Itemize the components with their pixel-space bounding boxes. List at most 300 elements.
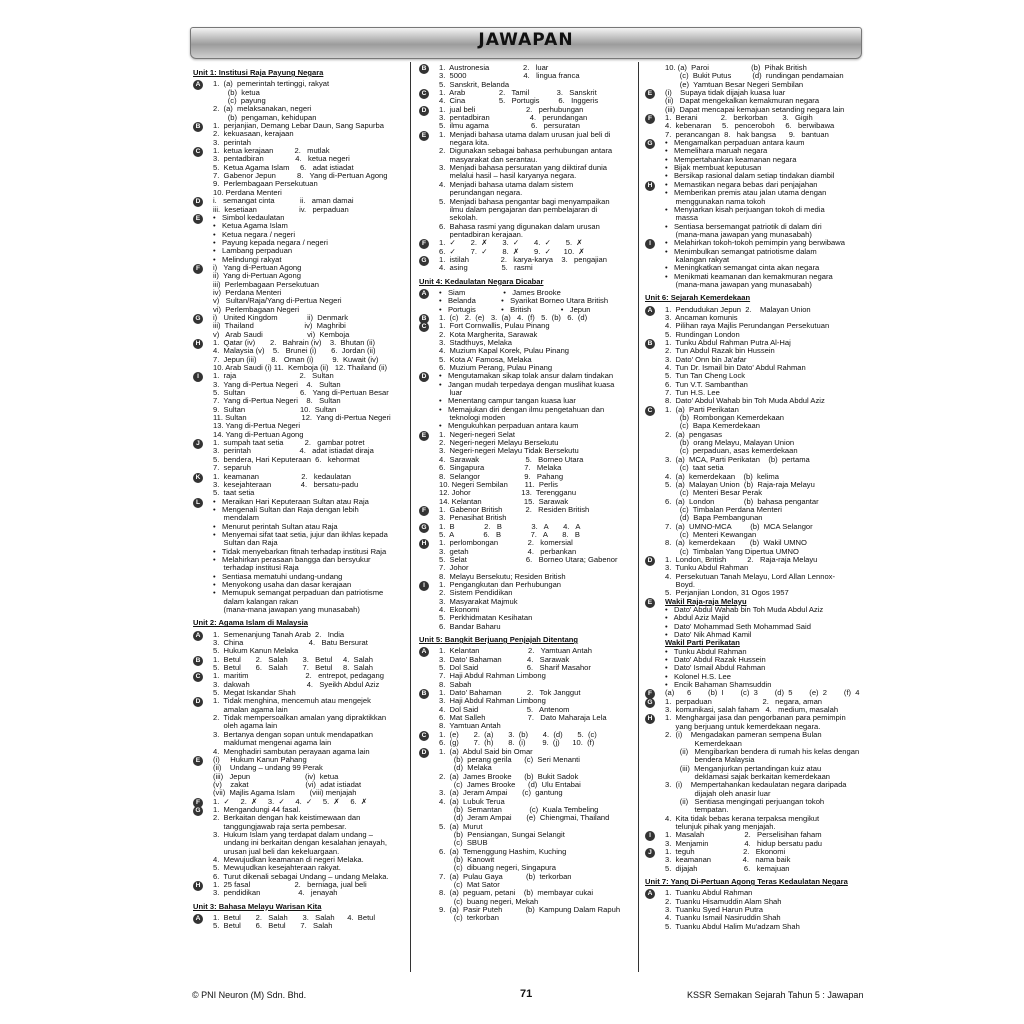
answer-text: 5. Hukum Kanun Melaka [213,646,299,656]
answer-text: 6. Bahasa rasmi yang digunakan dalam urusan [439,221,600,231]
question-marker: G [193,806,203,816]
answer-text: (d) Bapa Pembangunan [665,513,763,523]
answer-text: 2. Tidak mempersoalkan amalan yang dipraktikkan [213,713,387,723]
answer-text: 1. (a) Parti Perikatan [665,404,739,414]
answer-text: 6. (a) Temenggung Hashim, Kuching [439,846,567,856]
answer-text: 3. Tuanku Syed Harun Putra [665,905,763,915]
answer-text: 4. Kita tidak bebas kerana terpaksa mengikut [665,813,820,823]
answer-text: 5. Rundingan London [665,329,740,339]
answer-text: 1. Tuanku Abdul Rahman [665,888,753,898]
answer-text: • Menurut perintah Sultan atau Raja [213,521,338,531]
answer-text: • Lambang perpaduan [213,246,293,256]
answer-text: 4. Persekutuan Tanah Melayu, Lord Allan Lennox- [665,571,835,581]
answer-text: 7. Johor [439,563,469,573]
answer-text: • Dato' Nik Ahmad Kamil [665,630,752,640]
answer-text: (b) Pensiangan, Sungai Selangit [439,829,565,839]
answer-text: 3. 5000 4. lingua franca [439,71,580,81]
question-marker: A [419,289,429,299]
answer-text: 3. getah 4. perbankan [439,546,577,556]
answer-text: 5. (a) Malayan Union (b) Raja-raja Melayu [665,479,815,489]
answer-text: (ii) Sentiasa mengingati perjuangan tokoh [665,796,825,806]
answer-text: 2. (a) James Brooke (b) Bukit Sadok [439,771,579,781]
answer-text: 3. Dato' Bahaman 4. Sarawak [439,654,570,664]
answer-text: 3. Tunku Abdul Rahman [665,563,749,573]
answer-text: tanggungjawab raja serta pembesar. [213,821,347,831]
answer-text: 5. Tun Tan Cheng Lock [665,371,746,381]
answer-text: 1. ✓ 2. ✗ 3. ✓ 4. ✓ 5. ✗ 6. ✗ [213,796,368,806]
answer-text: (mana-mana jawapan yang munasabah) [665,229,812,239]
answer-text: 3. Dato' Onn bin Ja'afar [665,354,747,364]
answer-text: 1. Negeri-negeri Selat [439,429,515,439]
answer-text: • Ketua Agama Islam [213,221,288,231]
answer-text: 4. asing 5. rasmi [439,263,533,273]
answer-text: (ii) Dapat mengekalkan kemakmuran negara [665,96,820,106]
answer-text: • Memastikan negara bebas dari penjajahan [665,179,818,189]
question-marker: I [193,372,203,382]
question-marker: D [193,197,203,207]
answer-text: maklumat mengenai agama lain [213,738,332,748]
answer-text: masyarakat dan serantau. [439,154,538,164]
question-marker: G [645,139,655,149]
question-marker: F [193,798,203,808]
answer-text: 5. Betul 6. Betul 7. Salah [213,921,333,931]
question-marker: E [193,756,203,766]
answer-text: amalan agama lain [213,704,288,714]
question-marker: B [419,64,429,74]
answer-text: 9. (a) Pasir Puteh (b) Kampung Dalam Rapuh [439,905,621,915]
answer-text: 10. Negeri Sembilan 11. Perlis [439,479,558,489]
answer-text: 3. perintah 4. adat istiadat diraja [213,446,374,456]
question-marker: F [645,689,655,699]
answer-text: 5. Menjadi bahasa pengantar bagi menyampaikan [439,196,610,206]
answer-text: 1. Masalah 2. Perselisihan faham [665,830,822,840]
answer-text: (b) pengaman, kehidupan [213,112,317,122]
answer-text: 2. (i) Mengadakan pameran sempena Bulan [665,730,822,740]
question-marker: B [193,656,203,666]
question-marker: I [645,831,655,841]
answer-column-3 [645,64,860,931]
answer-text: 4. Malaysia (v) 5. Brunei (i) 6. Jordan (ii) [213,346,376,356]
answer-text: • Kolonel H.S. Lee [665,671,731,681]
question-marker: C [193,147,203,157]
answer-text: • Ketua negara / negeri [213,229,296,239]
answer-text: 6. Muzium Perang, Pulau Pinang [439,363,553,373]
answer-text: • Memupuk semangat perpaduan dan patriotisme [213,588,384,598]
answer-text: 1. Betul 2. Salah 3. Salah 4. Betul [213,913,376,923]
footer-book-title: KSSR Semakan Sejarah Tahun 5 : Jawapan [687,990,864,1000]
question-marker: C [419,89,429,99]
answer-text: • Jangan mudah terpedaya dengan muslihat kuasa [439,379,615,389]
answer-text: • Portugis • British • Jepun [439,304,591,314]
question-marker: A [193,631,203,641]
answer-line [419,264,635,272]
answer-text: 1. (c) 2. (e) 3. (a) 4. (f) 5. (b) 6. (d) [439,312,588,322]
answer-text: 8. (a) kemerdekaan (b) Wakil UMNO [665,538,807,548]
answer-text: 4. Dol Said 5. Antenom [439,704,570,714]
answer-text: 1. Semenanjung Tanah Arab 2. India [213,629,345,639]
answer-text: 3. keamanan 4. nama baik [665,855,791,865]
answer-text: 2. (a) pengasas [665,429,722,439]
answer-text: (iii) Menganjurkan pertandingan kuiz atau [665,763,822,773]
answer-text: • Dato' Ismail Abdul Rahman [665,663,766,673]
answer-text: 4. (a) kemerdekaan (b) kelima [665,471,779,481]
answer-text: oleh agama lain [213,721,278,731]
answer-text: 2. Berkaitan dengan hak keistimewaan dan [213,813,361,823]
answer-text: 3. Menjamin 4. hidup bersatu padu [665,838,823,848]
answer-line [193,889,405,897]
answer-text: (b) Kanowit [439,854,495,864]
question-marker: G [419,256,429,266]
column-divider [638,62,639,972]
answer-text: 1. perpaduan 2. negara, aman [665,696,823,706]
answer-text: 1. maritim 2. entrepot, pedagang [213,671,384,681]
answer-line [419,914,635,922]
answer-text: 1. Austronesia 2. luar [439,63,549,72]
answer-text: (e) Yamtuan Besar Negeri Sembilan [665,79,804,89]
question-marker: H [193,881,203,891]
answer-text: 4. Sarawak 5. Borneo Utara [439,454,584,464]
answer-text: • Bijak membuat keputusan [665,163,762,173]
answer-text: 1. ✓ 2. ✗ 3. ✓ 4. ✓ 5. ✗ [439,238,583,248]
answer-text: 5. Perjanjian London, 31 Ogos 1957 [665,588,789,598]
answer-text: 1. London, British 2. Raja-raja Melayu [665,554,818,564]
answer-text: melalui hasil – hasil karyanya negara. [439,171,577,181]
question-marker: C [645,406,655,416]
answer-text: • Menentang campur tangan kuasa luar [439,396,576,406]
answer-text: 1. keamanan 2. kedaulatan [213,471,352,481]
answer-text: 11. Sultan 12. Yang di-Pertua Negeri [213,413,391,423]
answer-text: sekolah. [439,213,478,223]
answer-text: 4. Menjadi bahasa utama dalam sistem [439,179,574,189]
answer-text: 3. Menjadi bahasa persuratan yang diiktiraf dunia [439,163,608,173]
answer-text: 3. Masyarakat Majmuk [439,596,518,606]
answer-text: • Belanda • Syarikat Borneo Utara British [439,296,609,306]
answer-text: (c) SBUB [439,838,488,848]
answer-text: 2. Tuanku Hisamuddin Alam Shah [665,896,782,906]
answer-text: 2. Sistem Pendidikan [439,588,513,598]
question-marker: A [645,889,655,899]
question-marker: G [645,698,655,708]
answer-text: 5. ilmu agama 6. persuratan [439,121,580,131]
answer-text: 4. Cina 5. Portugis 6. Inggeris [439,96,599,106]
question-marker: J [193,439,203,449]
answer-text: 7. Yang di-Pertua Negeri 8. Sultan [213,396,341,406]
answer-text: • Menyokong usaha dan dasar kerajaan [213,579,352,589]
answer-text: 6. Bandar Baharu [439,621,501,631]
answer-text: (a) 6 (b) I (c) 3 (d) 5 (e) 2 (f) 4 [665,688,860,698]
question-marker: H [419,539,429,549]
answer-text: luar [439,388,463,398]
answer-text: 5. bendera, Hari Keputeraan 6. kehormat [213,454,360,464]
question-marker: C [193,672,203,682]
answer-text: 14. Kelantan 15. Sarawak [439,496,569,506]
answer-text: 8. Yamtuan Antah [439,721,501,731]
answer-text: Wakil Raja-raja Melayu [665,596,747,606]
answer-text: (mana-mana jawapan yang munasabah) [665,279,812,289]
question-marker: E [419,131,429,141]
answer-text: 3. Hukum Islam yang terdapat dalam undang – [213,829,373,839]
answer-text: 1. Menghargai jasa dan pengorbanan para pemimpin [665,713,846,723]
answer-text: 4. Ekonomi [439,605,480,614]
answer-text: 1. Dato' Bahaman 2. Tok Janggut [439,688,581,698]
question-marker: E [645,89,655,99]
answer-text: negara kita. [439,138,490,148]
question-marker: H [645,181,655,191]
question-marker: D [419,748,429,758]
answer-text: 5. dijajah 6. kemajuan [665,863,790,873]
answer-text: • Memelihara maruah negara [665,146,768,156]
answer-text: Kemerdekaan [665,738,742,748]
answer-text: • Mengutamakan sikap tolak ansur dalam tindakan [439,371,614,381]
answer-text: 5. Sultan 6. Yang di-Pertuan Besar [213,388,389,398]
answer-text: 7. perancangan 8. hak bangsa 9. bantuan [665,129,829,139]
answer-text: (c) Timbalan Perdana Menteri [665,504,782,514]
answer-text: • Dato' Mohammad Seth Mohammad Said [665,621,811,631]
answer-text: 1. (a) Abdul Said bin Omar [439,746,533,756]
answer-text: 10. (a) Paroi (b) Pihak British [665,63,807,72]
answer-text: 4. Muzium Kapal Korek, Pulau Pinang [439,346,570,356]
answer-text: (c) James Brooke (d) Ulu Entabai [439,779,581,789]
answer-text: Sultan dan Raja [213,538,278,548]
answer-text: mendalam [213,513,260,523]
question-marker: F [193,264,203,274]
answer-text: 8. Sabah [439,679,472,689]
answer-text: • Mengamalkan perpaduan antara kaum [665,138,805,148]
answer-text: • Dato' Abdul Razak Hussein [665,655,766,665]
answer-text: (c) buang negeri, Mekah [439,896,539,906]
answer-text: 8. (a) peguam, petani (b) membayar cukai [439,888,594,898]
section-heading: Unit 6: Sejarah Kemerdekaan [645,293,751,303]
answer-text: (c) terkorban [439,913,499,923]
answer-text: 3. (a) MCA, Parti Perikatan (b) pertama [665,454,810,464]
answer-text: ii) Yang di-Pertuan Agong [213,271,301,281]
answer-text: (b) Rombongan Kemerdekaan [665,413,785,423]
answer-text: terhadap institusi Raja [213,563,299,573]
answer-text: urusan jual beli dan kekeluargaan. [213,846,340,856]
answer-text: 10. Perdana Menteri [213,187,282,197]
section-heading: Unit 3: Bahasa Melayu Warisan Kita [193,901,322,911]
answer-column-1 [193,64,405,931]
title-banner [190,27,862,59]
answer-text: 5. Megat Iskandar Shah [213,688,296,698]
answer-text: 8. Melayu Bersekutu; Residen British [439,571,566,581]
answer-text: 8. Selangor 9. Pahang [439,471,564,481]
section-heading: Unit 4: Kedaulatan Negara Dicabar [419,276,544,286]
answer-text: (b) ketua [213,87,260,97]
answer-line [193,606,405,614]
answer-text: (c) payung [213,96,266,106]
answer-text: 1. Gabenor British 2. Residen British [439,504,590,514]
answer-text: 1. (a) pemerintah tertinggi, rakyat [213,79,330,89]
answer-text: 2. Kota Margherita, Sarawak [439,329,538,339]
answer-text: 8. Dato' Abdul Wahab bin Toh Muda Abdul Aziz [665,396,825,406]
answer-text: 7. Jepun (iii) 8. Oman (i) 9. Kuwait (iv) [213,354,379,364]
answer-text: (ii) Mengibarkan bendera di rumah his kelas dengan [665,746,860,756]
answer-text: 4. Tuanku Ismail Nasiruddin Shah [665,913,781,923]
answer-text: 5. Betul 6. Salah 7. Betul 8. Salah [213,663,373,673]
answer-text: (c) Timbalan Yang Dipertua UMNO [665,546,799,556]
answer-text: (d) Jeram Ampai (e) Chiengmai, Thailand [439,813,610,823]
question-marker: F [419,506,429,516]
answer-line [645,281,860,289]
answer-text: (c) perpaduan, asas kemerdekaan [665,446,798,456]
answer-text: • Menikmati keamanan dan kemakmuran negara [665,271,833,281]
answer-text: • Mempertahankan keamanan negara [665,154,797,164]
answer-text: tempatan. [665,805,729,815]
answer-text: • Mengukuhkan perpaduan antara kaum [439,421,579,431]
answer-text: perundangan negara. [439,188,523,198]
answer-text: (b) Semantan (c) Kuala Tembeling [439,804,599,814]
question-marker: K [193,473,203,483]
answer-text: 1. Menjadi bahasa utama dalam urusan jual beli di [439,129,611,139]
answer-text: 9. Perlembagaan Persekutuan [213,179,318,189]
answer-text: 1. Berani 2. berkorban 3. Gigih [665,113,813,123]
question-marker: B [193,122,203,132]
answer-text: • Melahirkan perasaan bangga dan bersyukur [213,554,371,564]
answer-text: i. semangat cinta ii. aman damai [213,196,354,206]
answer-text: 5. Mewujudkan kesejahteraan rakyat. [213,863,341,873]
answer-text: 7. separuh [213,463,251,473]
answer-text: • Simbol kedaulatan [213,212,285,222]
answer-text: 6. Tun V.T. Sambanthan [665,379,748,389]
answer-text: i) United Kingdom ii) Denmark [213,312,349,322]
answer-text: 2. Tun Abdul Razak bin Hussein [665,346,775,356]
answer-text: pentadbiran kerajaan. [439,229,524,239]
question-marker: E [419,431,429,441]
question-marker: L [193,498,203,508]
answer-text: (c) taat setia [665,463,724,473]
answer-text: • Sentiasa bersemangat patriotik di dalam diri [665,221,822,231]
answer-text: • Meraikan Hari Keputeraan Sultan atau Raja [213,496,369,506]
answer-text: i) Yang di-Pertuan Agong [213,262,302,272]
answer-text: 6. (a) London (b) bahasa pengantar [665,496,819,506]
page-title: JAWAPAN [478,30,574,50]
answer-text: v) Arab Saudi vi) Kemboja [213,329,350,339]
answer-text: 3. Bertanya dengan sopan untuk mendapatkan [213,729,374,739]
answer-text: dijajah oleh anasir luar [665,788,771,798]
answer-text: (d) Melaka [439,763,492,773]
answer-text: 5. Ketua Agama Islam 6. adat istiadat [213,162,354,172]
answer-text: 7. Haji Abdul Rahman Limbong [439,671,546,681]
answer-text: • Memberikan premis atau jalan utama dengan [665,188,827,198]
answer-text: v) Sultan/Raja/Yang di-Pertua Negeri [213,296,342,306]
answer-text: 5. taat setia [213,488,255,498]
question-marker: C [419,731,429,741]
question-marker: E [193,214,203,224]
answer-text: 2. (a) melaksanakan, negeri [213,104,312,114]
answer-text: 3. Stadthuys, Melaka [439,338,513,347]
answer-text: (i) Hukum Kanun Pahang [213,754,307,764]
answer-text: (c) Bapa Kemerdekaan [665,421,760,431]
answer-text: 3. Yang di-Pertua Negeri 4. Sultan [213,379,341,389]
answer-text: • Dato' Abdul Wahab bin Toh Muda Abdul Aziz [665,605,824,614]
answer-text: undang ini berkaitan dengan kesalahan jenayah, [213,838,387,848]
answer-text: 1. istilah 2. karya-karya 3. pengajian [439,254,607,264]
answer-text: • Menyemai sifat taat setia, jujur dan ikhlas kepada [213,529,388,539]
answer-text: 9. Sultan 10. Sultan [213,404,337,414]
answer-text: 1. B 2. B 3. A 4. A [439,521,581,531]
question-marker: J [645,848,655,858]
answer-text: 1. Pendudukan Jepun 2. Malayan Union [665,304,811,314]
answer-text: 7. Tun H.S. Lee [665,388,720,398]
answer-text: (iii) Dapat mencapai kemajuan setanding negara lain [665,104,845,114]
answer-text: (ii) Undang – undang 99 Perak [213,763,323,773]
question-marker: A [645,306,655,316]
answer-text: 6. Mat Salleh 7. Dato Maharaja Lela [439,713,607,723]
question-marker: G [419,523,429,533]
answer-text: 1. Kelantan 2. Yamtuan Antah [439,646,592,656]
section-heading: Unit 7: Yang Di-Pertuan Agong Teras Kedaulatan Negara [645,877,848,886]
answer-text: 7. Gabenor Jepun 8. Yang di-Pertuan Agong [213,171,388,181]
answer-text: ilmu dalam pengajaran dan pembelajaran di [439,204,598,214]
question-marker: F [419,239,429,249]
question-marker: D [193,697,203,707]
answer-text: 1. ketua kerajaan 2. mutlak [213,146,330,156]
answer-text: 1. Betul 2. Salah 3. Betul 4. Salah [213,654,373,664]
question-marker: E [645,598,655,608]
answer-text: (v) zakat (vi) adat istiadat [213,779,362,789]
answer-text: 1. Tidak menghina, mencemuh atau mengejek [213,696,371,706]
answer-text: 1. Tunku Abdul Rahman Putra Al-Haj [665,338,791,347]
answer-text: 1. Mengandungi 44 fasal. [213,804,301,814]
answer-text: 4. (a) Lubuk Terua [439,796,505,806]
answer-text: • Sentiasa mematuhi undang-undang [213,571,343,581]
answer-text: 1. sumpah taat setia 2. gambar potret [213,438,365,448]
answer-text: deklamasi sajak berkaitan kemerdekaan [665,771,831,781]
answer-text: 12. Johor 13. Terengganu [439,488,577,498]
question-marker: I [645,239,655,249]
answer-text: 5. Tuanku Abdul Halim Mu'adzam Shah [665,921,800,931]
answer-text: 3. pentadbiran 4. perundangan [439,113,588,123]
answer-text: 1. perlombongan 2. komersial [439,538,573,548]
answer-text: 4. Menghadiri sambutan perayaan agama lain [213,746,370,756]
answer-text: (c) dibuang negeri, Singapura [439,863,556,873]
answer-text: 3. perintah [213,137,251,147]
answer-text: 1. 25 fasal 2. berniaga, jual beli [213,880,367,889]
answer-text: 2. Negeri-negeri Melayu Bersekutu [439,438,559,448]
answer-text: 3. Haji Abdul Rahman Limbong [439,696,546,706]
answer-text: (i) Supaya tidak dijajah kuasa luar [665,88,786,98]
question-marker: D [419,372,429,382]
answer-text: yang berjuang untuk kemerdekaan negara. [665,721,821,731]
answer-line [645,865,860,873]
answer-text: (c) Mat Sator [439,880,500,889]
section-heading: Unit 5: Bangkit Berjuang Penjajah Ditentang [419,635,579,645]
answer-text: • Encik Bahaman Shamsuddin [665,680,772,690]
answer-text: 2. Digunakan sebagai bahasa perhubungan antara [439,146,613,156]
answer-text: (c) Menteri Kewangan [665,529,757,539]
answer-text: 4. kebenaran 5. penceroboh 6. berwibawa [665,121,835,131]
answer-text: 3. China 4. Batu Bersurat [213,638,368,648]
answer-text: vi) Perlembagaan Negeri [213,304,300,314]
question-marker: G [193,314,203,324]
answer-text: (mana-mana jawapan yang munasabah) [213,605,360,614]
question-marker: B [419,689,429,699]
answer-text: iii) Thailand iv) Maghribi [213,321,346,331]
answer-text: 13. Yang di-Pertua Negeri [213,421,301,431]
answer-text: (b) orang Melayu, Malayan Union [665,438,795,448]
answer-text: • Mengenali Sultan dan Raja dengan lebih [213,504,359,514]
question-marker: A [193,914,203,924]
answer-text: • Tidak menyebarkan fitnah terhadap institusi Raja [213,546,387,556]
answer-text: iii. kesetiaan iv. perpaduan [213,204,349,214]
answer-column-2 [419,64,635,923]
footer-publisher: © PNI Neuron (M) Sdn. Bhd. [192,990,307,1000]
answer-text: • Bersikap rasional dalam setiap tindakan diambil [665,171,835,181]
answer-text: 1. Fort Cornwallis, Pulau Pinang [439,321,550,331]
answer-line [193,922,405,930]
answer-text: 14. Yang di-Pertuan Agong [213,429,304,439]
